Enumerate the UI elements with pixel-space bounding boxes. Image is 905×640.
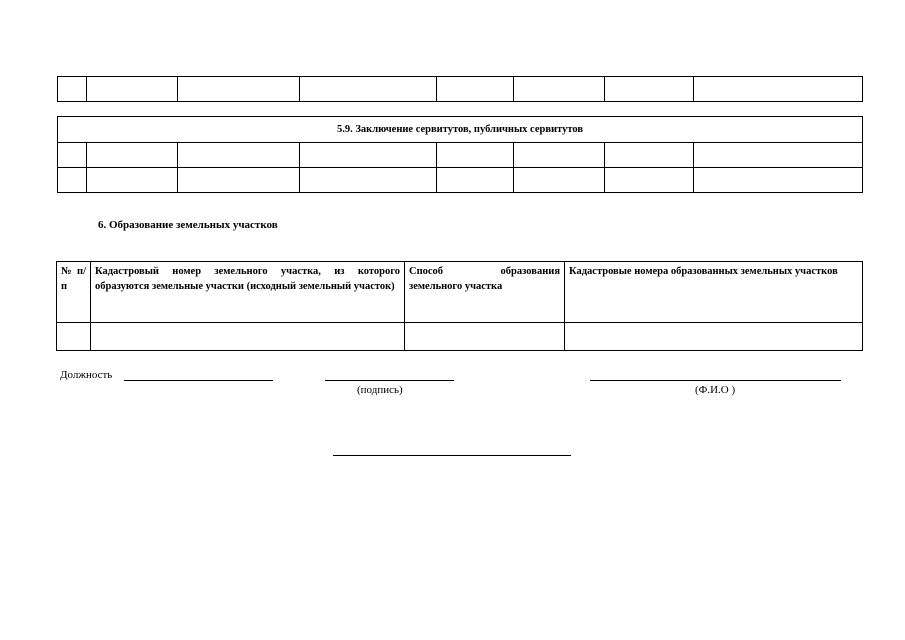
section-5-9-title: 5.9. Заключение сервитутов, публичных сервитутов <box>58 117 863 143</box>
table-cell <box>58 77 87 102</box>
table-cell <box>694 143 863 168</box>
table-cell <box>514 77 605 102</box>
table-cell <box>91 323 405 351</box>
table-cell <box>514 143 605 168</box>
table-cell <box>57 323 91 351</box>
table-cell <box>605 77 694 102</box>
table-cell <box>178 77 300 102</box>
table-row <box>58 168 863 193</box>
table-cell <box>178 168 300 193</box>
table-cell <box>437 77 514 102</box>
previous-section-table <box>57 76 863 102</box>
table-cell <box>300 168 437 193</box>
name-line <box>590 380 841 381</box>
blank-line <box>333 455 571 456</box>
table-cell <box>178 143 300 168</box>
column-header-source-cadastral-number: Кадастровый номер земельного участка, из которого образуются земельные участки (исходный земельный участок) <box>91 262 405 323</box>
land-formation-table <box>56 261 863 351</box>
table-cell <box>605 168 694 193</box>
table-cell <box>694 77 863 102</box>
servitude-table <box>57 116 863 193</box>
table-cell <box>437 143 514 168</box>
section-6-heading: 6. Образование земельных участков <box>98 219 278 231</box>
name-caption: (Ф.И.О ) <box>695 384 736 396</box>
table-cell <box>87 168 178 193</box>
table-cell <box>694 168 863 193</box>
table-cell <box>605 143 694 168</box>
table-cell <box>58 168 87 193</box>
table-cell <box>514 168 605 193</box>
column-header-formation-method: Способ образования земельного участка <box>405 262 565 323</box>
table-cell <box>565 323 863 351</box>
position-line <box>124 380 273 381</box>
column-header-number: № п/п <box>57 262 91 323</box>
table-header-row <box>57 262 863 323</box>
signature-caption: (подпись) <box>357 384 403 396</box>
table-cell <box>87 143 178 168</box>
column-header-formed-cadastral-numbers: Кадастровые номера образованных земельных участков <box>565 262 863 323</box>
position-label: Должность <box>60 369 113 381</box>
table-cell <box>300 77 437 102</box>
table-cell <box>300 143 437 168</box>
table-cell <box>437 168 514 193</box>
table-cell <box>87 77 178 102</box>
table-row <box>58 143 863 168</box>
table-cell <box>405 323 565 351</box>
table-row <box>58 77 863 102</box>
signature-line <box>325 380 454 381</box>
table-cell <box>58 143 87 168</box>
table-title-row <box>58 117 863 143</box>
table-row <box>57 323 863 351</box>
